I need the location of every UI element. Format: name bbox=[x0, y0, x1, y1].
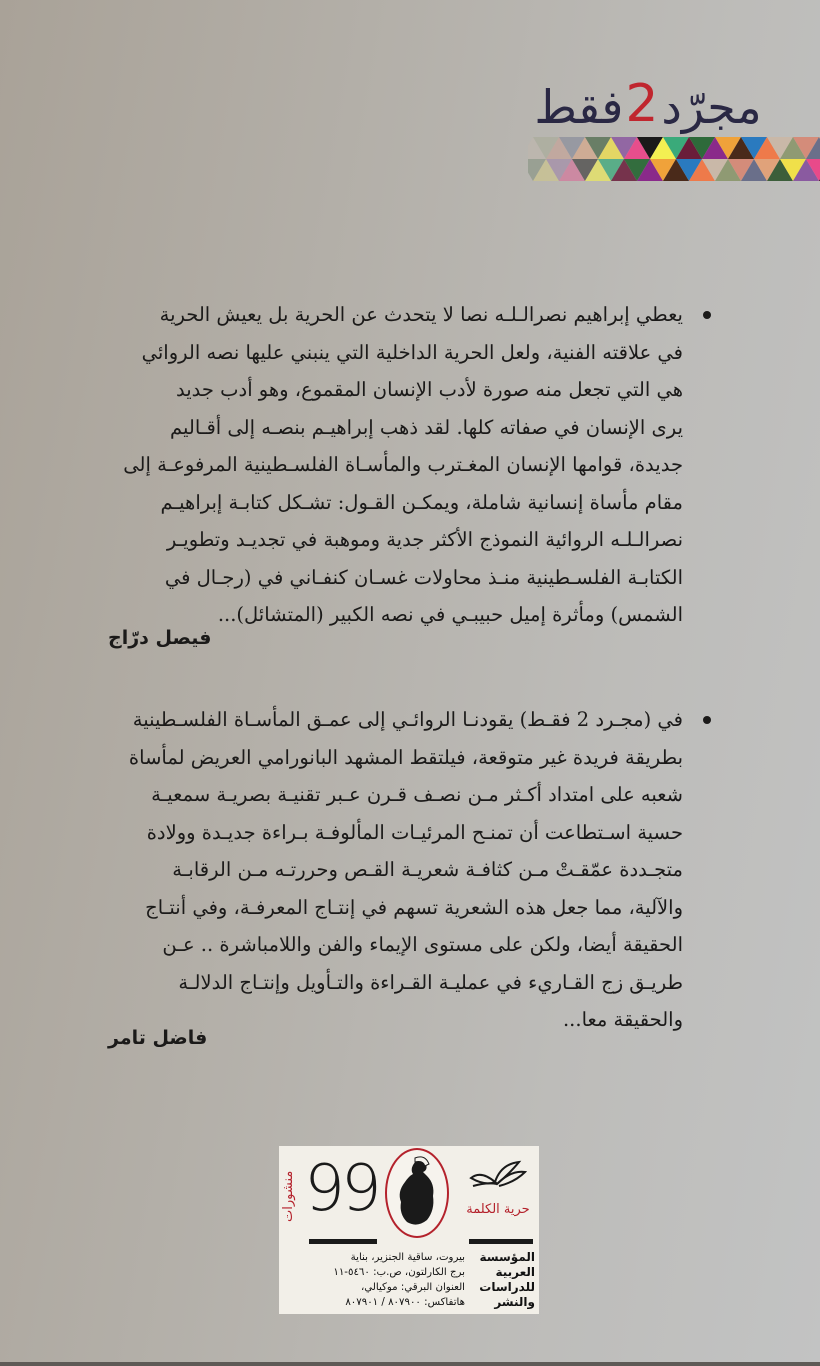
logo-number: 2 bbox=[625, 74, 660, 134]
cover-bottom-edge bbox=[0, 1362, 820, 1366]
blurb-text bbox=[108, 296, 683, 634]
publisher-address bbox=[285, 1250, 465, 1310]
blurb-signature-2: فاضل تامر bbox=[108, 1027, 208, 1049]
publisher-name-line: للدراسات bbox=[479, 1280, 535, 1294]
blurb-line: بطريقة فريدة غير متوقعة، فيلتقط المشهد البانورامي العريض لمأساة bbox=[128, 745, 683, 769]
blurb-line: طريـق زج القـاريء في عمليـة القـراءة والتـأويل وإنتـاج الدلالـة bbox=[178, 970, 683, 994]
address-line: هاتفاكس: ٨٠٧٩٠٠ / ٨٠٧٩٠١ bbox=[345, 1297, 465, 1308]
divider bbox=[309, 1239, 377, 1244]
series-label: منشورات bbox=[281, 1170, 296, 1222]
bullet-icon bbox=[703, 716, 711, 724]
address-line: برج الكارلتون، ص.ب: ٥٤٦٠-١١ bbox=[333, 1267, 465, 1278]
publisher-brand: حرية الكلمة bbox=[466, 1202, 530, 1217]
blurb-line: في (مجـرد 2 فقـط) يقودنـا الروائـي إلى عمـق المأسـاة الفلسـطينية bbox=[132, 708, 683, 731]
blurb-line: في علاقته الفنية، ولعل الحرية الداخلية التي ينبني عليها نصه الروائي bbox=[141, 340, 683, 364]
blurb-line: والآلية، مما جعل هذه الشعرية تسهم في إنتـاج المعرفـة، وفي أنتـاج bbox=[145, 895, 683, 919]
open-book-icon bbox=[467, 1160, 529, 1196]
blurb-line: جديدة، قوامها الإنسان المغـترب والمأسـاة الفلسـطينية المرفوعـة إلى bbox=[123, 453, 683, 476]
publisher-name-line: والنشر bbox=[494, 1295, 535, 1309]
blurb-quote-2 bbox=[108, 701, 683, 1039]
blurb-line: الشمس) ومأثرة إميل حبيبـي في نصه الكبير (المتشائل)... bbox=[217, 603, 683, 626]
publisher-logo-box bbox=[279, 1146, 539, 1314]
blurb-text bbox=[108, 701, 683, 1039]
blurb-line: الحقيقة أيضا، ولكن على مستوى الإيماء والفن واللامباشرة .. عـن bbox=[162, 933, 683, 956]
figure-emblem-icon bbox=[385, 1148, 449, 1238]
blurb-line: شعبه على امتداد أكـثر مـن نصـف قـرن عـبر تقنيـة بصريـة سمعيـة bbox=[151, 783, 683, 806]
blurb-line: والحقيقة معا... bbox=[562, 1008, 683, 1031]
publisher-name-line: العربية bbox=[495, 1265, 535, 1279]
address-line: بيروت، ساقية الجنزير، بناية bbox=[350, 1252, 465, 1263]
bullet-icon bbox=[703, 311, 711, 319]
blurb-line: هي التي تجعل منه صورة لأدب الإنسان المقموع، وهو أدب جديد bbox=[176, 378, 683, 401]
logo-word-faqat: فقط bbox=[534, 80, 624, 134]
decorative-triangle-band bbox=[528, 137, 820, 181]
blurb-quote-1 bbox=[108, 296, 683, 634]
series-number: 99 bbox=[304, 1152, 378, 1226]
blurb-line: مقام مأساة إنسانية شاملة، ويمكـن القـول: تشـكل كتابـة إبراهيـم bbox=[160, 490, 683, 514]
address-line: العنوان البرقي: موكيالي، bbox=[360, 1282, 465, 1293]
logo-word-mujarrad: مجرّد bbox=[661, 80, 762, 134]
blurb-line: الكتابـة الفلسـطينية منـذ محاولات غسـان كنفـاني في (رجـال في bbox=[164, 565, 683, 589]
series-logo bbox=[528, 70, 768, 134]
publisher-name-line: المؤسسة bbox=[479, 1250, 535, 1264]
publisher-name bbox=[473, 1250, 535, 1310]
divider bbox=[469, 1239, 533, 1244]
blurb-line: نصرالـلـه الروائية النموذج الأكثر جدية وموهبة في تجديـد وتطويـر bbox=[166, 528, 683, 551]
blurb-line: يعطي إبراهيم نصرالـلـه نصا لا يتحدث عن الحرية بل يعيش الحرية bbox=[159, 303, 683, 326]
blurb-signature-1: فيصل درّاج bbox=[108, 627, 212, 649]
blurb-line: حسية اسـتطاعت أن تمنـح المرئيـات المألوفـة بـراءة جديـدة وولادة bbox=[146, 820, 683, 844]
blurb-line: متجـددة عمّقـتْ مـن كثافـة شعريـة القـص وحررتـه مـن الرقابـة bbox=[172, 858, 683, 881]
blurb-line: يرى الإنسان في صفاته كلها. لقد ذهب إبراهيـم بنصـه إلى أقـاليم bbox=[170, 415, 683, 439]
